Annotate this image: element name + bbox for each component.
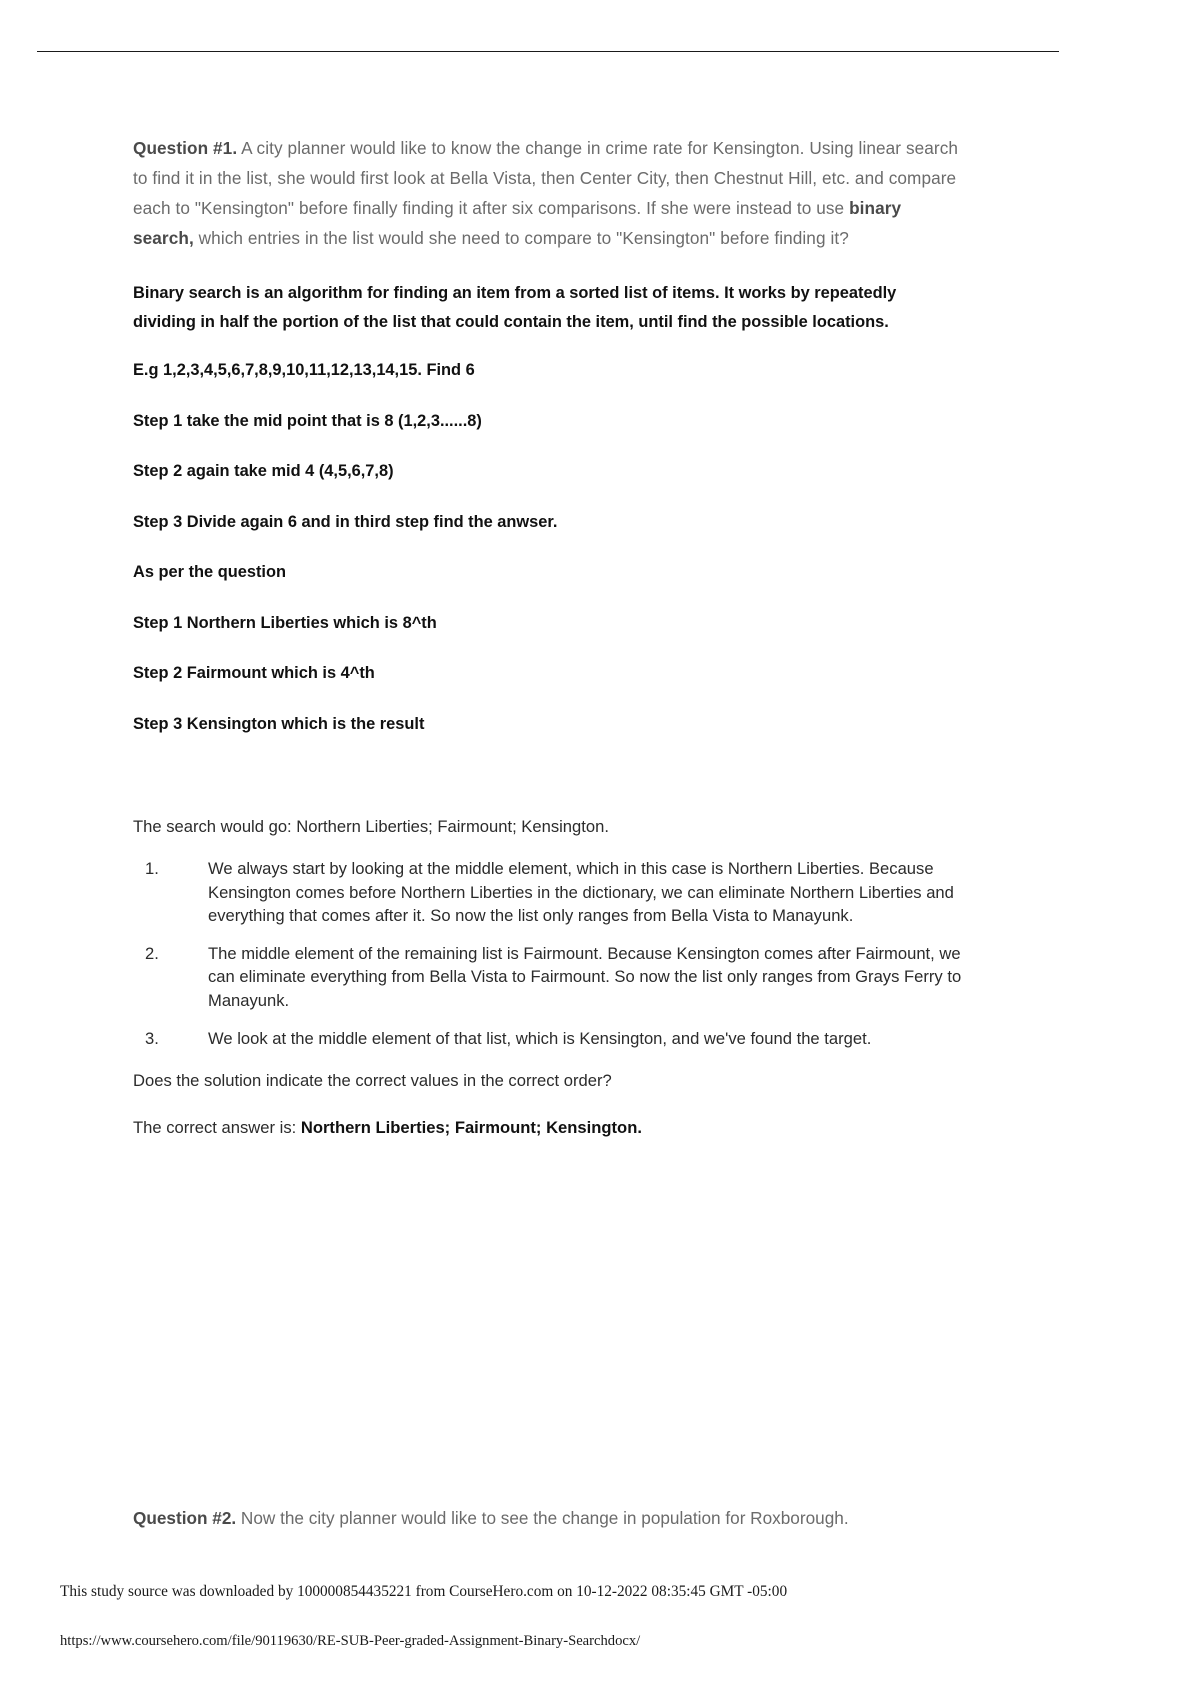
question-step-2: Step 2 Fairmount which is 4^th	[133, 664, 375, 682]
header-divider	[37, 51, 1059, 52]
source-url: https://www.coursehero.com/file/90119630/RE-SUB-Peer-graded-Assignment-Binary-Searchdocx/	[60, 1633, 641, 1649]
search-order-paragraph: The search would go: Northern Liberties; Fairmount; Kensington.	[133, 817, 609, 836]
question-1-paragraph	[133, 133, 963, 253]
search-steps-list	[133, 857, 963, 1050]
document-body	[133, 133, 963, 1140]
verification-question: Does the solution indicate the correct values in the correct order?	[133, 1071, 612, 1091]
correct-answer-prefix: The correct answer is:	[133, 1118, 301, 1138]
question-2-paragraph	[133, 1503, 993, 1533]
download-attribution: This study source was downloaded by 100000854435221 from CourseHero.com on 10-12-2022 08:35:45 GMT -05:00	[60, 1583, 788, 1600]
binary-search-definition: Binary search is an algorithm for finding an item from a sorted list of items. It works by repeatedly dividing in half the portion of the list that could contain the item, until find the possible locations.	[133, 284, 897, 331]
list-item	[133, 857, 963, 928]
list-item-marker: 2.	[145, 943, 159, 963]
section-spacer	[133, 762, 963, 814]
question-1-text-after: which entries in the list would she need to compare to "Kensington" before finding it?	[193, 228, 849, 248]
list-item-marker: 3.	[145, 1028, 159, 1048]
list-item-text: The middle element of the remaining list is Fairmount. Because Kensington comes after Fairmount, we can eliminate everything from Bella Vista to Fairmount. So now the list only ranges from Grays Ferry to Manayunk.	[208, 943, 962, 1010]
example-line: E.g 1,2,3,4,5,6,7,8,9,10,11,12,13,14,15. Find 6	[133, 361, 475, 379]
question-2-text: Now the city planner would like to see the change in population for Roxborough.	[236, 1508, 849, 1529]
question-1-text-before: A city planner would like to know the change in crime rate for Kensington. Using linear search to find it in the list, she would first look at Bella Vista, then Center City, then Chestnut Hill, etc. and compare each to "Kensington" before finally finding it after six comparisons. If she were instead to use	[133, 138, 959, 218]
as-per-question-line: As per the question	[133, 563, 286, 581]
correct-answer-line	[133, 1115, 963, 1140]
binary-search-emphasis: binary search,	[133, 198, 902, 248]
question-step-3: Step 3 Kensington which is the result	[133, 714, 425, 733]
list-item	[133, 1027, 963, 1051]
list-item	[133, 942, 963, 1013]
list-item-marker: 1.	[145, 859, 159, 878]
correct-answer-value: Northern Liberties; Fairmount; Kensington.	[300, 1118, 642, 1138]
example-step-3: Step 3 Divide again 6 and in third step find the anwser.	[133, 512, 558, 531]
list-item-text: We look at the middle element of that list, which is Kensington, and we've found the target.	[208, 1028, 872, 1048]
question-step-1: Step 1 Northern Liberties which is 8^th	[133, 613, 437, 632]
list-item-text: We always start by looking at the middle element, which in this case is Northern Liberties. Because Kensington comes before Northern Liberties in the dictionary, we can eliminate Northern Liberties and everything that comes after it. So now the list only ranges from Bella Vista to Manayunk.	[208, 859, 954, 926]
example-step-2: Step 2 again take mid 4 (4,5,6,7,8)	[133, 462, 394, 480]
example-step-1: Step 1 take the mid point that is 8 (1,2,3......8)	[133, 411, 482, 430]
question-2-label: Question #2.	[133, 1508, 237, 1529]
question-1-label: Question #1.	[133, 138, 238, 158]
